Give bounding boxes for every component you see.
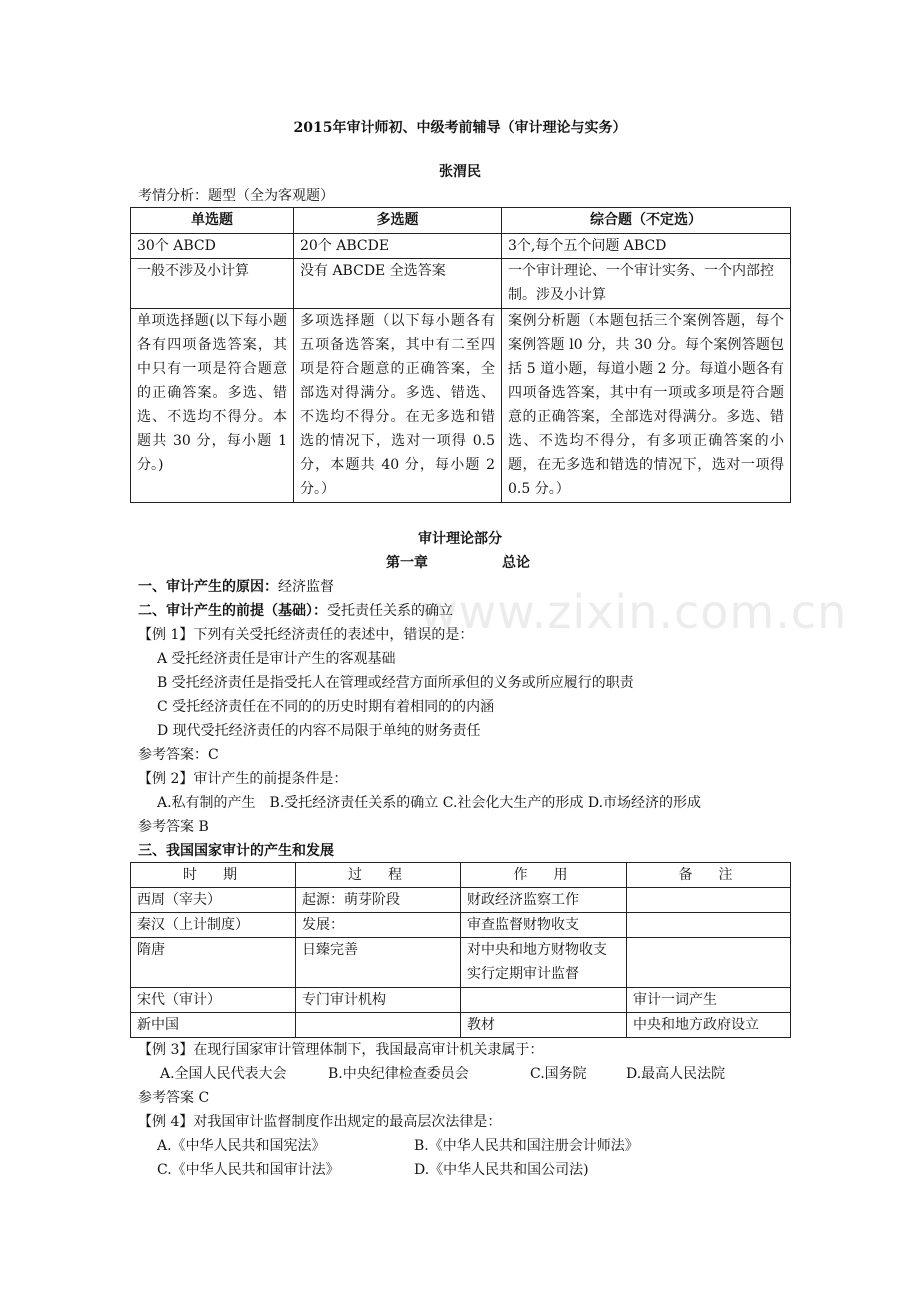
table-cell: 审计一词产生: [627, 988, 791, 1013]
table-cell: 3个,每个五个问题 ABCD: [502, 234, 791, 259]
table-cell: 一个审计理论、一个审计实务、一个内部控制。涉及小计算: [502, 259, 791, 309]
table-cell: 秦汉（上计制度）: [131, 913, 296, 938]
question-text: 在现行国家审计管理体制下，我国最高审计机关隶属于：: [193, 1042, 544, 1058]
table-header: 综合题（不定选）: [502, 208, 791, 234]
section-1: [138, 575, 334, 599]
table-header: 时 期: [131, 863, 296, 888]
example-tag: 【例 3】: [138, 1042, 194, 1058]
chapter-name: 总论: [502, 555, 530, 571]
table-cell: 教材: [461, 1013, 627, 1038]
table-header: 过 程: [296, 863, 461, 888]
table-cell: 隋唐: [131, 938, 296, 988]
table-cell: [627, 888, 791, 913]
question-text: 对我国审计监督制度作出规定的最高层次法律是：: [193, 1114, 502, 1130]
table-cell: 起源：萌芽阶段: [296, 888, 461, 913]
table-header: 备 注: [627, 863, 791, 888]
table-header: 多选题: [294, 208, 502, 234]
option-line: A.私有制的产生 B.受托经济责任关系的确立 C.社会化大生产的形成 D.市场经济的形成: [157, 795, 702, 811]
section-3-heading: 三、我国国家审计的产生和发展: [138, 843, 334, 859]
section-text: 经济监督: [278, 579, 334, 595]
table-cell: 单项选择题(以下每小题各有四项备选答案，其中只有一项是符合题意的正确答案。多选、错选、不选均不得分。本题共 30 分，每小题 1 分。): [131, 309, 294, 503]
part-title: 审计理论部分: [418, 531, 502, 547]
audit-history-table: [130, 862, 791, 1038]
table-cell: [461, 988, 627, 1013]
option-line: D.最高人民法院: [626, 1066, 726, 1082]
answer-text: 参考答案：C: [138, 747, 219, 763]
table-cell: [627, 938, 791, 988]
example-tag: 【例 1】: [138, 627, 194, 643]
option-line: A.《中华人民共和国宪法》: [157, 1138, 326, 1154]
section-heading: 一、审计产生的原因：: [138, 579, 278, 595]
table-cell: 没有 ABCDE 全选答案: [294, 259, 502, 309]
table-cell: 多项选择题（以下每小题各有五项备选答案，其中有二至四项是符合题意的正确答案，全部选对得满分。多选、错选、不选均不得分。在无多选和错选的情况下，选对一项得 0.5 分，本题共 40 分，每小题 2 分。）: [294, 309, 502, 503]
table-header: 单选题: [131, 208, 294, 234]
example-tag: 【例 2】: [138, 771, 194, 787]
watermark: www.zixin.com.cn: [420, 585, 848, 639]
table-cell: 专门审计机构: [296, 988, 461, 1013]
answer-text: 参考答案 C: [138, 1090, 210, 1106]
table-header: 作 用: [461, 863, 627, 888]
table-cell: 案例分析题（本题包括三个案例答题，每个案例答题 l0 分，共 30 分。每个案例答题包括 5 道小题，每道小题 2 分。每道小题各有四项备选答案，其中有一项或多项是符合题意的正确答案，全部选对得满分。多选、错选、不选均不得分，有多项正确答案的小题，在无多选和错选的情况下，选对一项得 0.5 分。）: [502, 309, 791, 503]
section-2: [138, 599, 453, 623]
example-2-question: [138, 767, 347, 791]
intro-text: 考情分析：题型（全为客观题）: [138, 188, 334, 204]
option-line: A.全国人民代表大会: [160, 1066, 287, 1082]
table-cell: 发展：: [296, 913, 461, 938]
answer-text: 参考答案 B: [138, 819, 209, 835]
table-cell: [627, 913, 791, 938]
option-line: D.《中华人民共和国公司法): [414, 1162, 589, 1178]
option-line: B.中央纪律检查委员会: [328, 1066, 469, 1082]
example-1-question: [138, 623, 473, 647]
example-4-question: [138, 1110, 501, 1134]
example-tag: 【例 4】: [138, 1114, 194, 1130]
section-heading: 二、审计产生的前提（基础）：: [138, 603, 327, 619]
table-cell: 财政经济监察工作: [461, 888, 627, 913]
table-cell: 西周（宰夫）: [131, 888, 296, 913]
option-line: B.《中华人民共和国注册会计师法》: [414, 1138, 639, 1154]
section-text: 受托责任关系的确立: [327, 603, 453, 619]
example-3-question: [138, 1038, 543, 1062]
chapter-number: 第一章: [386, 555, 428, 571]
table-cell: [296, 1013, 461, 1038]
option-line: C 受托经济责任在不同的的历史时期有着相同的的内涵: [157, 699, 495, 715]
document-title: 2015年审计师初、中级考前辅导（审计理论与实务）: [293, 120, 627, 136]
table-cell: 中央和地方政府设立: [627, 1013, 791, 1038]
table-cell: 审查监督财物收支: [461, 913, 627, 938]
table-cell: 新中国: [131, 1013, 296, 1038]
author-name: 张渭民: [439, 164, 481, 180]
option-line: C.国务院: [530, 1066, 587, 1082]
option-line: C.《中华人民共和国审计法》: [157, 1162, 340, 1178]
table-cell: 宋代（审计）: [131, 988, 296, 1013]
option-line: A 受托经济责任是审计产生的客观基础: [157, 651, 396, 667]
table-cell: 30个 ABCD: [131, 234, 294, 259]
option-line: D 现代受托经济责任的内容不局限于单纯的财务责任: [157, 723, 481, 739]
question-text: 审计产生的前提条件是：: [193, 771, 348, 787]
table-cell: 日臻完善: [296, 938, 461, 988]
table-cell: 一般不涉及小计算: [131, 259, 294, 309]
question-text: 下列有关受托经济责任的表述中，错误的是：: [193, 627, 474, 643]
option-line: B 受托经济责任是指受托人在管理或经营方面所承但的义务或所应履行的职责: [157, 675, 634, 691]
table-cell: 20个 ABCDE: [294, 234, 502, 259]
table-cell: 对中央和地方财物收支实行定期审计监督: [461, 938, 627, 988]
question-type-table: [130, 207, 791, 503]
